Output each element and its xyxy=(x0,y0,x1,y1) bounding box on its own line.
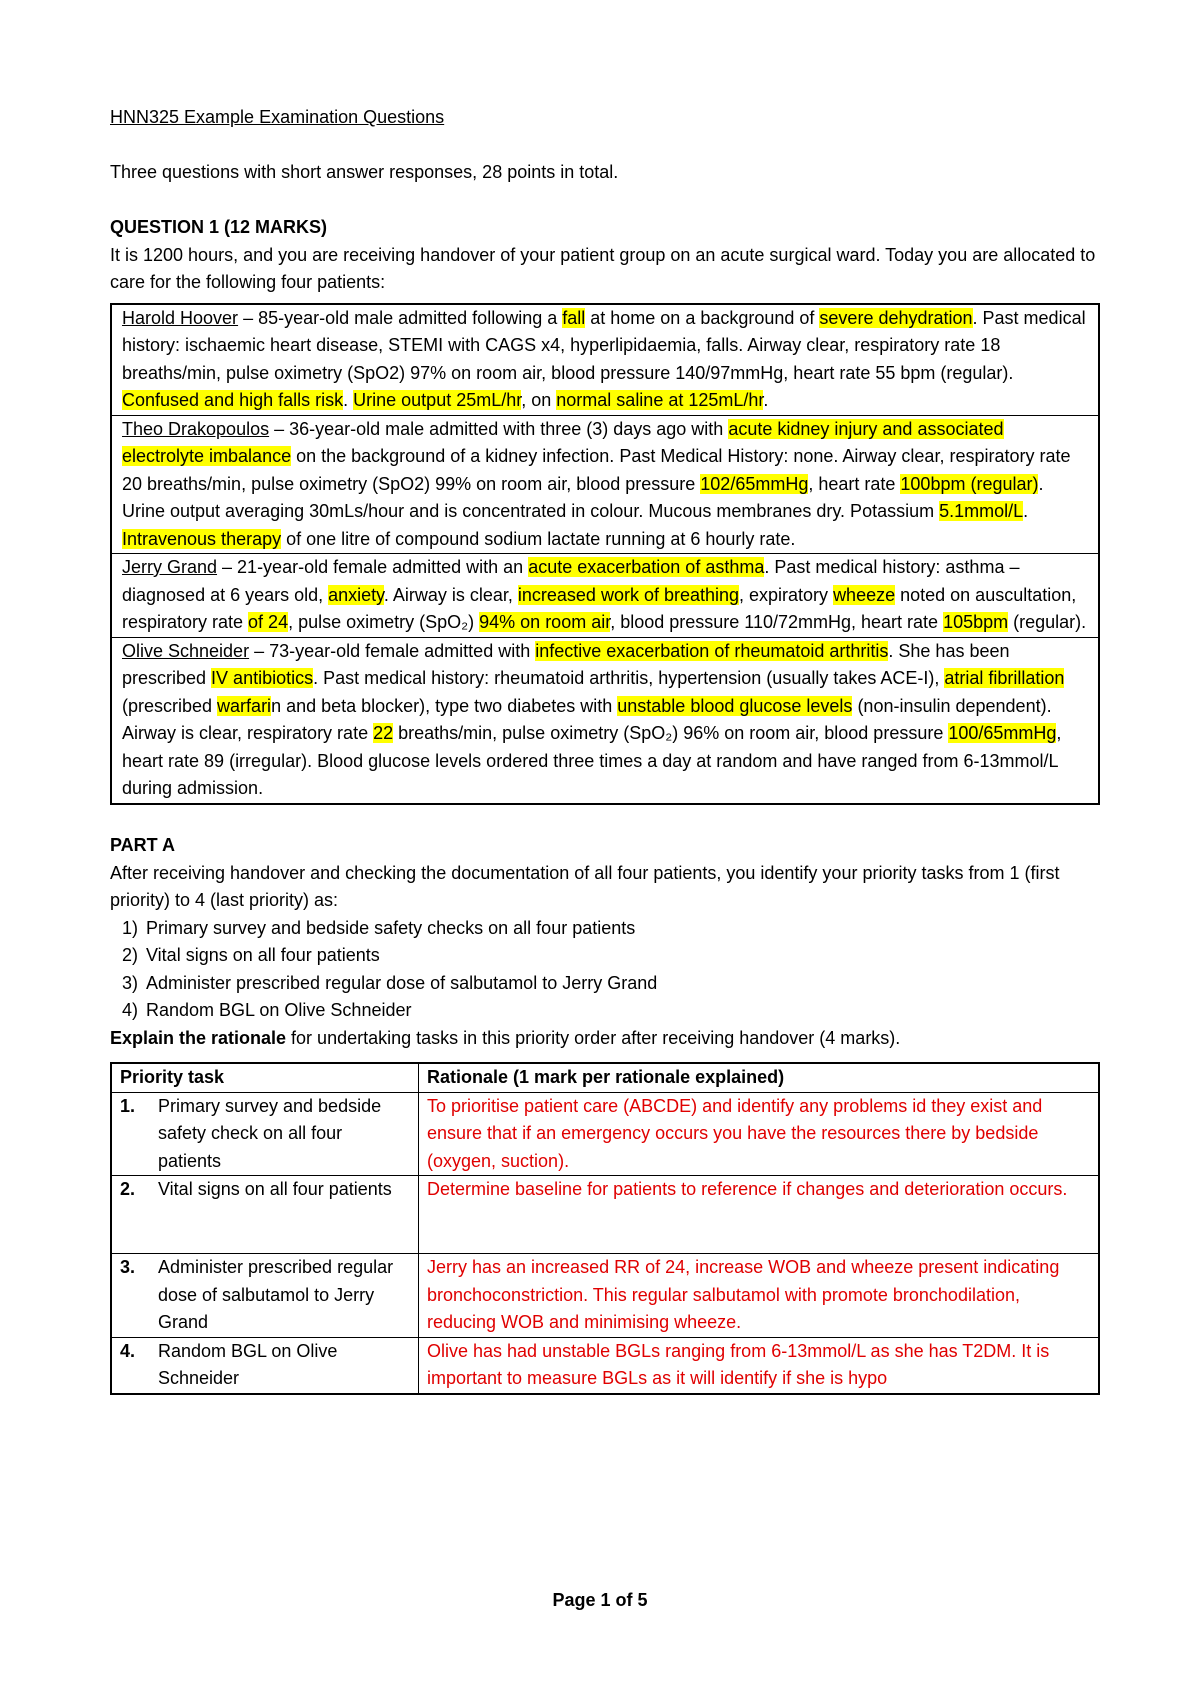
description-text: . Urine output averaging 30mLs/hour and is concentrated in colour. Mucous membranes dry. Potassium xyxy=(122,473,1044,521)
page-footer xyxy=(0,1590,1200,1611)
list-item xyxy=(110,997,1100,1025)
list-number: 3) xyxy=(122,972,139,993)
description-text: – 73-year-old female admitted with xyxy=(249,640,536,661)
table-row xyxy=(111,1176,1099,1254)
highlighted-text: severe dehydration xyxy=(819,307,973,328)
highlighted-text: fall xyxy=(562,307,586,328)
priority-task-list xyxy=(110,915,1100,1025)
table-header-row xyxy=(111,1063,1099,1092)
patient-row xyxy=(111,637,1099,804)
patient-description xyxy=(122,308,1086,411)
list-text: Vital signs on all four patients xyxy=(146,945,380,965)
list-text: Random BGL on Olive Schneider xyxy=(146,1000,412,1020)
table-row xyxy=(111,1337,1099,1394)
description-text: noted on auscultation, respiratory rate xyxy=(122,584,1077,632)
intro-text: Three questions with short answer responses, 28 points in total. xyxy=(110,162,619,182)
patient-table xyxy=(110,303,1100,805)
patient-row xyxy=(111,304,1099,416)
list-text: Administer prescribed regular dose of salbutamol to Jerry Grand xyxy=(146,972,658,993)
task-text: Random BGL on Olive Schneider xyxy=(158,1340,338,1388)
description-text: n and beta blocker), type two diabetes with xyxy=(271,695,618,716)
patient-description xyxy=(122,641,1064,799)
part-a-text: After receiving handover and checking the documentation of all four patients, you identify your priority tasks from 1 (first priority) to 4 (last priority) as: xyxy=(110,862,1060,910)
highlighted-text: wheeze xyxy=(833,584,896,605)
page-number: Page 1 of 5 xyxy=(552,1590,648,1610)
task-text: Administer prescribed regular dose of salbutamol to Jerry Grand xyxy=(158,1257,394,1332)
task-number: 4. xyxy=(120,1340,136,1361)
description-text: – 85-year-old male admitted following a xyxy=(238,307,563,328)
highlighted-text: 102/65mmHg xyxy=(700,473,809,494)
highlighted-text: normal saline at 125mL/hr xyxy=(556,390,764,410)
patient-description xyxy=(122,557,1086,632)
highlighted-text: of 24 xyxy=(248,612,289,632)
task-number: 3. xyxy=(120,1257,136,1277)
highlighted-text: anxiety xyxy=(328,584,384,605)
column-header-rationale: Rationale (1 mark per rationale explained) xyxy=(419,1063,1100,1092)
highlighted-text: infective exacerbation of rheumatoid arthritis xyxy=(535,640,889,661)
explain-rest: for undertaking tasks in this priority order after receiving handover (4 marks). xyxy=(286,1027,901,1048)
description-text: – 21-year-old female admitted with an xyxy=(217,557,529,577)
description-text: at home on a background of xyxy=(585,307,820,328)
list-item xyxy=(110,942,1100,970)
patient-row xyxy=(111,415,1099,554)
description-text: . xyxy=(1023,501,1029,521)
highlighted-text: Intravenous therapy xyxy=(122,528,282,549)
description-text: (regular). xyxy=(1008,612,1087,632)
description-text: . xyxy=(343,390,354,410)
description-text: on the background of a kidney infection. Past Medical History: none. Airway clear, respiratory rate 20 breaths/min, pulse oximetry (SpO2) 99% on room air, blood pressure xyxy=(122,446,1071,494)
list-number: 2) xyxy=(122,945,139,965)
rationale-cell: Determine baseline for patients to reference if changes and deterioration occurs. xyxy=(419,1176,1100,1254)
description-text: . Past medical history: ischaemic heart disease, STEMI with CAGS x4, hyperlipidaemia, falls. Airway clear, respiratory rate 18 breaths/min, pulse oximetry (SpO2) 97% on room air, blood pressure 140/97mmHg, heart rate 55 bpm (regular). xyxy=(122,307,1086,383)
task-number: 1. xyxy=(120,1095,136,1116)
task-number: 2. xyxy=(120,1179,136,1199)
document-page xyxy=(110,104,1100,1395)
question-1-heading: QUESTION 1 (12 MARKS) xyxy=(110,217,328,237)
patient-name: Olive Schneider xyxy=(122,640,250,661)
explain-bold: Explain the rationale xyxy=(110,1027,287,1048)
task-cell xyxy=(111,1176,419,1254)
highlighted-text: atrial fibrillation xyxy=(944,668,1065,688)
column-header-priority-task: Priority task xyxy=(111,1063,419,1092)
patient-name: Theo Drakopoulos xyxy=(122,418,270,439)
patient-cell xyxy=(111,554,1099,638)
explain-instruction xyxy=(110,1025,1100,1053)
rationale-cell: Olive has had unstable BGLs ranging from 6-13mmol/L as she has T2DM. It is important to measure BGLs as it will identify if she is hypo xyxy=(419,1337,1100,1394)
description-text: . Past medical history: asthma – diagnosed at 6 years old, xyxy=(122,557,1020,605)
description-text: , blood pressure 110/72mmHg, heart rate xyxy=(610,612,944,632)
question-1-text: It is 1200 hours, and you are receiving handover of your patient group on an acute surgical ward. Today you are allocated to care for the following four patients: xyxy=(110,244,1096,292)
list-item xyxy=(110,915,1100,943)
patient-cell xyxy=(111,415,1099,554)
task-cell xyxy=(111,1337,419,1394)
description-text: (non-insulin dependent). Airway is clear, respiratory rate xyxy=(122,695,1052,743)
description-text: , heart rate 89 (irregular). Blood glucose levels ordered three times a day at random and have ranged from 6-13mmol/L during admission. xyxy=(122,723,1062,798)
description-text: . xyxy=(763,390,769,410)
description-text: (prescribed xyxy=(122,695,218,716)
highlighted-text: 22 xyxy=(373,723,394,743)
highlighted-text: 105bpm xyxy=(943,612,1009,632)
list-item xyxy=(110,970,1100,998)
highlighted-text: unstable blood glucose levels xyxy=(617,695,853,716)
document-title: HNN325 Example Examination Questions xyxy=(110,107,445,127)
task-text: Vital signs on all four patients xyxy=(158,1179,392,1199)
list-number: 4) xyxy=(122,1000,139,1020)
highlighted-text: 5.1mmol/L xyxy=(939,501,1024,521)
highlighted-text: Confused and high falls risk xyxy=(122,390,344,410)
rationale-cell: To prioritise patient care (ABCDE) and identify any problems id they exist and ensure that if an emergency occurs you have the resources there by bedside (oxygen, suction). xyxy=(419,1092,1100,1176)
part-a-heading: PART A xyxy=(110,835,175,855)
list-text: Primary survey and bedside safety checks on all four patients xyxy=(146,917,636,938)
rationale-table xyxy=(110,1062,1100,1395)
highlighted-text: IV antibiotics xyxy=(211,668,314,688)
description-text: , on xyxy=(521,390,557,410)
list-number: 1) xyxy=(122,917,139,938)
description-text: . Airway is clear, xyxy=(383,584,518,605)
highlighted-text: 100/65mmHg xyxy=(948,723,1057,743)
description-text: . She has been prescribed xyxy=(122,640,1010,688)
patient-name: Jerry Grand xyxy=(122,557,218,577)
highlighted-text: 94% on room air xyxy=(479,612,611,632)
highlighted-text: acute exacerbation of asthma xyxy=(528,557,765,577)
highlighted-text: Urine output 25mL/hr xyxy=(353,390,522,410)
description-text: – 36-year-old male admitted with three (3) days ago with xyxy=(269,418,729,439)
highlighted-text: increased work of breathing xyxy=(517,584,740,605)
patient-name: Harold Hoover xyxy=(122,307,239,328)
description-text: , heart rate xyxy=(808,473,901,494)
patient-row xyxy=(111,554,1099,638)
description-text: of one litre of compound sodium lactate running at 6 hourly rate. xyxy=(281,528,796,549)
rationale-cell: Jerry has an increased RR of 24, increase WOB and wheeze present indicating bronchoconstriction. This regular salbutamol with promote bronchodilation, reducing WOB and minimising wheeze. xyxy=(419,1254,1100,1338)
patient-cell xyxy=(111,304,1099,416)
highlighted-text: acute kidney injury and associated electrolyte imbalance xyxy=(122,418,1004,466)
task-cell xyxy=(111,1092,419,1176)
description-text: , expiratory xyxy=(739,584,834,605)
table-row xyxy=(111,1092,1099,1176)
task-text: Primary survey and bedside safety check on all four patients xyxy=(158,1095,382,1171)
highlighted-text: 100bpm (regular) xyxy=(900,473,1039,494)
table-row xyxy=(111,1254,1099,1338)
description-text: . Past medical history: rheumatoid arthritis, hypertension (usually takes ACE-I), xyxy=(313,668,945,688)
patient-cell xyxy=(111,637,1099,804)
description-text: , pulse oximetry (SpO₂) xyxy=(288,612,480,632)
highlighted-text: warfari xyxy=(217,695,272,716)
task-cell xyxy=(111,1254,419,1338)
description-text: breaths/min, pulse oximetry (SpO₂) 96% on room air, blood pressure xyxy=(393,723,949,743)
